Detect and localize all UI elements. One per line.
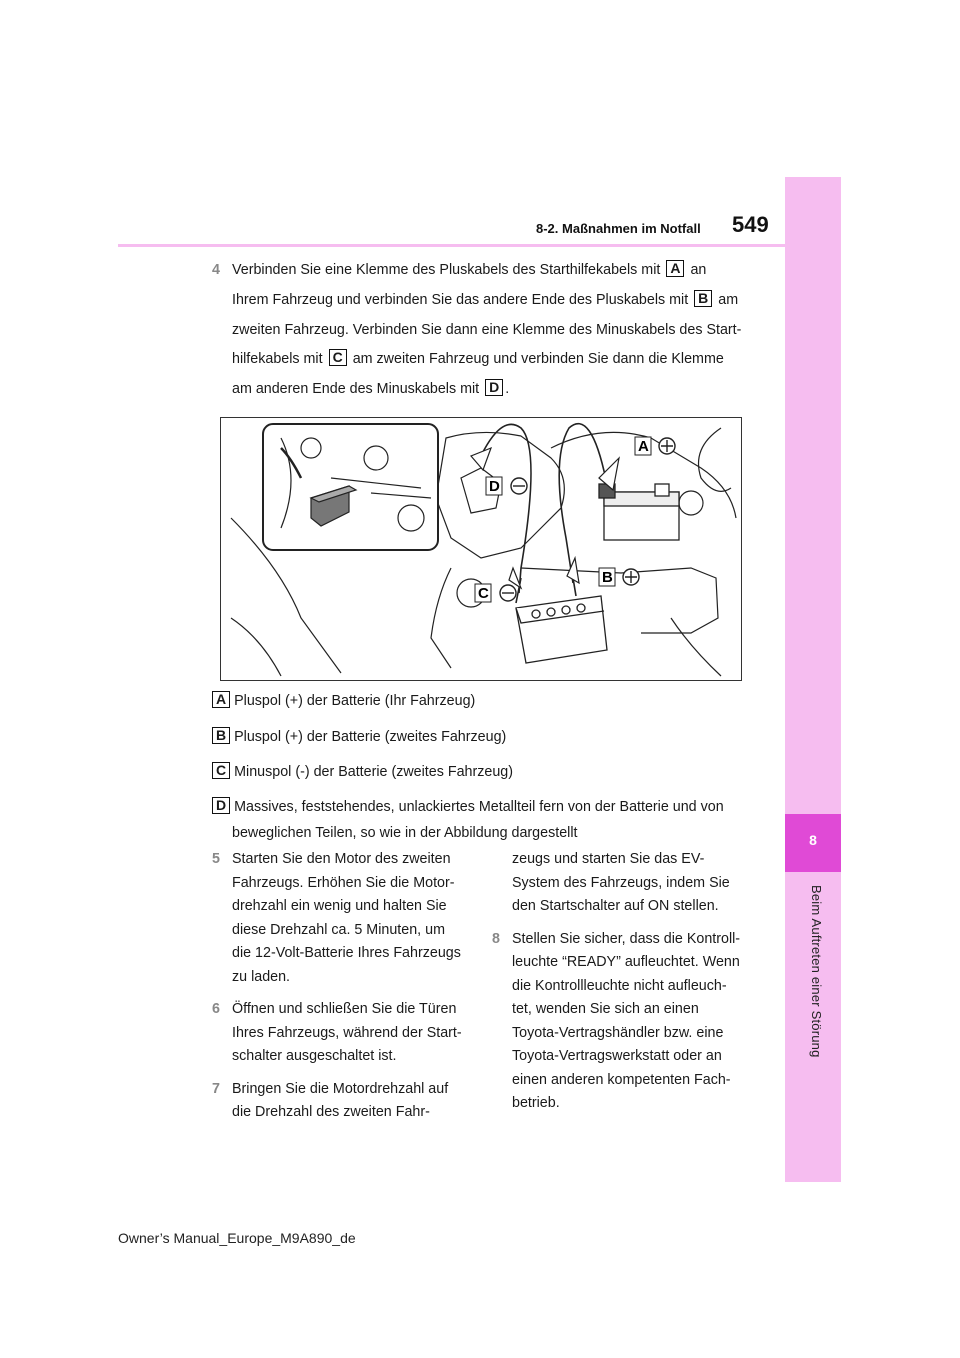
label-b-box: B — [694, 290, 712, 307]
text: an — [690, 262, 707, 278]
page-number: 549 — [732, 212, 769, 237]
step-4-line-2 — [232, 286, 738, 316]
step-line: drehzahl ein wenig und halten Sie — [232, 898, 447, 914]
legend-text: Minuspol (-) der Batterie (zweites Fahrzeug) — [234, 764, 514, 780]
label-d-box: D — [212, 797, 230, 814]
step-number: 5 — [212, 851, 220, 867]
label-b-box: B — [212, 727, 230, 744]
text: hilfekabels mit — [232, 351, 323, 367]
jump-start-illustration — [220, 417, 742, 681]
step-line: Bringen Sie die Motordrehzahl auf — [232, 1080, 449, 1097]
step-line: diese Drehzahl ca. 5 Minuten, um — [232, 921, 445, 938]
steps-right-column — [492, 848, 752, 1116]
step-paragraph — [492, 848, 752, 919]
step-paragraph — [212, 1078, 472, 1125]
text: am zweiten Fahrzeug und verbinden Sie dann die Klemme — [352, 351, 724, 367]
legend-item-d-cont: beweglichen Teilen, so wie in der Abbildung dargestellt — [232, 825, 578, 841]
step-line: Toyota-Vertragshändler bzw. eine — [512, 1024, 724, 1041]
step-4-line-1 — [232, 256, 706, 286]
text: Ihrem Fahrzeug und verbinden Sie das andere Ende des Pluskabels mit — [232, 292, 689, 308]
step-line: Stellen Sie sicher, dass die Kontroll- — [512, 930, 741, 947]
step-4-line-3: zweiten Fahrzeug. Verbinden Sie dann eine Klemme des Minuskabels des Start- — [232, 322, 742, 338]
step-line: Starten Sie den Motor des zweiten — [232, 851, 451, 867]
legend-text: Massives, feststehendes, unlackiertes Metallteil fern von der Batterie und von — [234, 799, 724, 815]
text: am — [718, 292, 739, 308]
text: . — [505, 381, 510, 397]
figure-label-a: A — [638, 438, 649, 455]
footer: Owner’s Manual_Europe_M9A890_de — [118, 1230, 356, 1246]
step-line: tet, wenden Sie sich an einen — [512, 1001, 699, 1017]
step-line: die Drehzahl des zweiten Fahr- — [232, 1104, 430, 1120]
step-line: den Startschalter auf ON stellen. — [512, 898, 719, 914]
step-number: 8 — [492, 930, 500, 947]
legend-text: Pluspol (+) der Batterie (Ihr Fahrzeug) — [234, 693, 476, 709]
step-paragraph — [212, 848, 472, 989]
step-line: die 12-Volt-Batterie Ihres Fahrzeugs — [232, 945, 461, 961]
legend-text: Pluspol (+) der Batterie (zweites Fahrzeug) — [234, 729, 507, 745]
step-line: betrieb. — [512, 1095, 560, 1111]
label-c-box: C — [212, 762, 230, 779]
figure-label-b: B — [602, 569, 613, 586]
step-line: zeugs und starten Sie das EV- — [512, 851, 705, 867]
step-paragraph — [492, 928, 752, 1116]
chapter-title: Beim Auftreten einer Störung — [809, 885, 824, 1058]
step-number: 7 — [212, 1080, 220, 1097]
legend-item-c — [212, 762, 513, 780]
step-paragraph — [212, 998, 472, 1069]
step-line: leuchte “READY” aufleuchtet. Wenn — [512, 954, 740, 970]
text: am anderen Ende des Minuskabels mit — [232, 381, 480, 397]
step-4-line-5 — [232, 375, 509, 405]
text: Verbinden Sie eine Klemme des Pluskabels des Starthilfekabels mit — [232, 262, 661, 278]
figure-label-d: D — [489, 478, 500, 495]
step-line: System des Fahrzeugs, indem Sie — [512, 874, 730, 891]
step-number: 4 — [212, 262, 220, 278]
legend-item-a — [212, 691, 475, 709]
label-d-box: D — [485, 379, 503, 396]
step-line: Toyota-Vertragswerkstatt oder an — [512, 1048, 722, 1064]
step-line: schalter ausgeschaltet ist. — [232, 1048, 397, 1064]
step-line: Fahrzeugs. Erhöhen Sie die Motor- — [232, 874, 455, 891]
step-line: einen anderen kompetenten Fach- — [512, 1071, 731, 1088]
step-line: die Kontrollleuchte nicht aufleuch- — [512, 977, 727, 994]
step-4-line-4 — [232, 345, 724, 375]
legend-item-b — [212, 727, 506, 745]
label-a-box: A — [212, 691, 230, 708]
figure-label-c: C — [478, 585, 489, 602]
label-c-box: C — [329, 349, 347, 366]
section-title: 8-2. Maßnahmen im Notfall — [536, 221, 701, 236]
steps-left-column — [212, 848, 472, 1125]
legend-item-d — [212, 797, 724, 815]
engine-bay-drawing — [221, 418, 741, 680]
label-a-box: A — [666, 260, 684, 277]
step-line: Öffnen und schließen Sie die Türen — [232, 1001, 457, 1017]
step-number: 6 — [212, 1001, 220, 1017]
header-rule — [118, 244, 785, 247]
step-line: Ihres Fahrzeugs, während der Start- — [232, 1024, 462, 1041]
chapter-number: 8 — [809, 832, 817, 848]
step-line: zu laden. — [232, 968, 291, 985]
